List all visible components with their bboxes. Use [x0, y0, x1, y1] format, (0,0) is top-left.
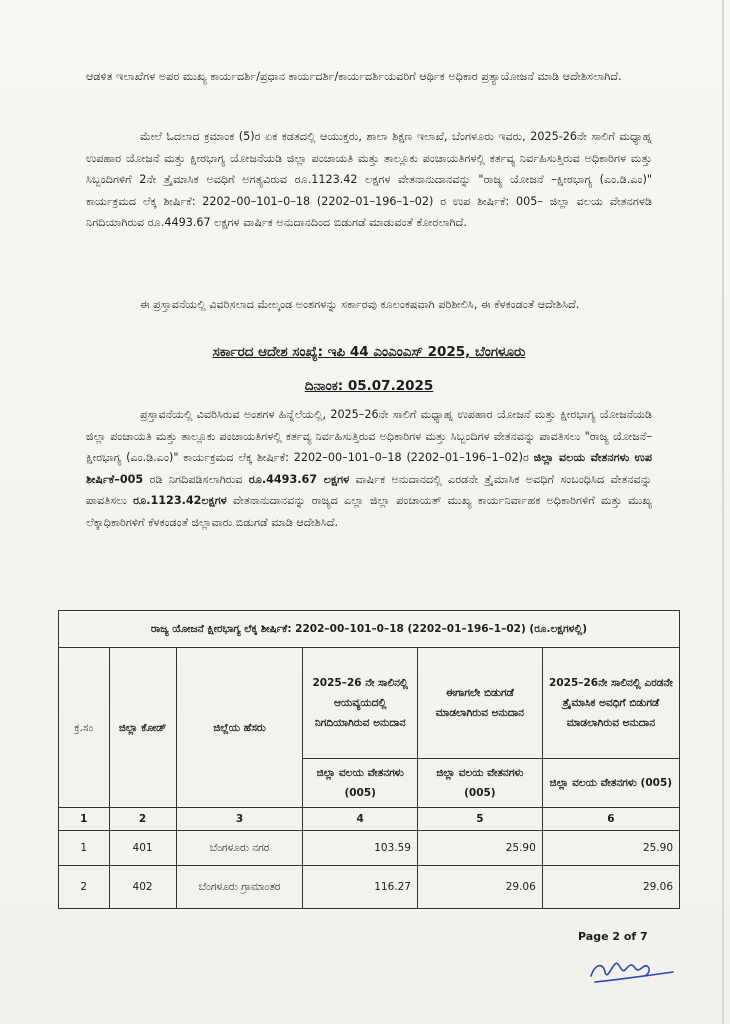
- order-body-text-3: ವಾರ್ಷಿಕ ಅನುದಾನದಲ್ಲಿ ಎರಡನೇ ತ್ರೈಮಾಸಿಕ ಅವಧಿಗೆ ಸಂಬಂಧಿಸಿದ ವೇತನವನ್ನು ಪಾವತಿಸಲು: [86, 472, 652, 507]
- signature-icon: [585, 950, 675, 990]
- header-allocation: 2025–26 ನೇ ಸಾಲಿನಲ್ಲಿ ಆಯವ್ಯಯದಲ್ಲಿ ನಿಗದಿಯಾಗಿರುವ ಅನುದಾನ: [303, 648, 418, 759]
- order-title: ಸರ್ಕಾರದ ಆದೇಶ ಸಂಖ್ಯೆ: ಇಪಿ 44 ಎಂಎಂಎಸ್ 2025, ಬೆಂಗಳೂರು: [212, 344, 526, 360]
- subheader-allocation: ಜಿಲ್ಲಾ ವಲಯ ವೇತನಗಳು (005): [303, 759, 418, 808]
- header-q2-release: 2025–26ನೇ ಸಾಲಿನಲ್ಲಿ ಎರಡನೇ ತ್ರೈಮಾಸಿಕ ಅವಧಿಗೆ ಬಿಡುಗಡೆ ಮಾಡಲಾಗಿರುವ ಅನುದಾನ: [542, 648, 679, 759]
- page-number: Page 2 of 7: [578, 930, 648, 943]
- row-district: ಬೆಂಗಳೂರು ಗ್ರಾಮಾಂತರ: [176, 866, 303, 909]
- row-code: 402: [109, 866, 176, 909]
- col-num-4: 4: [303, 808, 418, 831]
- row-released: 25.90: [417, 831, 542, 866]
- order-date: ದಿನಾಂಕ: 05.07.2025: [304, 378, 434, 394]
- page-edge: [722, 0, 724, 1024]
- col-num-2: 2: [109, 808, 176, 831]
- order-body-text-1: ಪ್ರಸ್ತಾವನೆಯಲ್ಲಿ ವಿವರಿಸಿರುವ ಅಂಶಗಳ ಹಿನ್ನೆಲೆಯಲ್ಲಿ, 2025–26ನೇ ಸಾಲಿಗೆ ಮಧ್ಯಾಹ್ನ ಉಪಹಾರ ಯೋಜನೆ ಮತ್ತು ಕ್ಷೀರಭಾಗ್ಯ ಯೋಜನೆಯಡಿ ಜಿಲ್ಲಾ ಪಂಚಾಯತಿ ಮತ್ತು ತಾಲ್ಲೂಕು ಪಂಚಾಯತಿಗಳಲ್ಲಿ ಕರ್ತವ್ಯ ನಿರ್ವಹಿಸುತ್ತಿರುವ ಅಧಿಕಾರಿಗಳ ಮತ್ತು ಸಿಬ್ಬಂದಿಗಳ ವೇತನವನ್ನು ಪಾವತಿಸಲು "ರಾಜ್ಯ ಯೋಜನೆ– ಕ್ಷೀರಭಾಗ್ಯ (ಎಂ.ಡಿ.ಎಂ)" ಕಾರ್ಯಕ್ರಮದ ಲೆಕ್ಕ ಶೀರ್ಷಿಕೆ: 2202–00–101–0–18 (2202–01–196–1–02)ರ: [86, 408, 652, 464]
- table-row: [59, 866, 680, 909]
- table-caption-row: [59, 611, 680, 648]
- row-sl: 1: [59, 831, 110, 866]
- subheader-q2: ಜಿಲ್ಲಾ ವಲಯ ವೇತನಗಳು (005): [542, 759, 679, 808]
- col-num-3: 3: [176, 808, 303, 831]
- row-allocation: 103.59: [303, 831, 418, 866]
- row-code: 401: [109, 831, 176, 866]
- row-q2: 29.06: [542, 866, 679, 909]
- row-sl: 2: [59, 866, 110, 909]
- order-body-text-4: ವೇತನಾನುದಾನವನ್ನು ರಾಜ್ಯದ ಎಲ್ಲಾ ಜಿಲ್ಲಾ ಪಂಚಾಯತ್ ಮುಖ್ಯ ಕಾರ್ಯನಿರ್ವಾಹಕ ಅಧಿಕಾರಿಗಳಿಗೆ ಮತ್ತು ಮುಖ್ಯ ಲೆಕ್ಕಾಧಿಕಾರಿಗಳಿಗೆ ಕೆಳಕಂಡಂತೆ ಜಿಲ್ಲಾವಾರು ಬಿಡುಗಡೆ ಮಾಡಿ ಆದೇಶಿಸಿದೆ.: [86, 494, 652, 529]
- subheader-released: ಜಿಲ್ಲಾ ವಲಯ ವೇತನಗಳು (005): [417, 759, 542, 808]
- order-body: [86, 404, 652, 533]
- paragraph-1: ಆಡಳಿತ ಇಲಾಖೆಗಳ ಅಪರ ಮುಖ್ಯ ಕಾರ್ಯದರ್ಶಿ/ಪ್ರಧಾನ ಕಾರ್ಯದರ್ಶಿ/ಕಾರ್ಯದರ್ಶಿಯವರಿಗೆ ಆರ್ಥಿಕ ಅಧಿಕಾರ ಪ್ರತ್ಯಾಯೋಜನೆ ಮಾಡಿ ಆದೇಶಿಸಲಾಗಿದೆ.: [86, 70, 622, 83]
- header-sl: ಕ್ರ.ಸಂ: [59, 648, 110, 808]
- paragraph-3: ಈ ಪ್ರಸ್ತಾವನೆಯಲ್ಲಿ ವಿವರಿಸಲಾದ ಮೇಲ್ಕಂಡ ಅಂಶಗಳನ್ನು ಸರ್ಕಾರವು ಕೂಲಂಕಷವಾಗಿ ಪರಿಶೀಲಿಸಿ, ಈ ಕೆಳಕಂಡಂತೆ ಆದೇಶಿಸಿದೆ.: [140, 298, 580, 311]
- row-released: 29.06: [417, 866, 542, 909]
- order-body-text-2: ರಡಿ ನಿಗದಿಪಡಿಸಲಾಗಿರುವ: [143, 472, 249, 486]
- row-district: ಬೆಂಗಳೂರು ನಗರ: [176, 831, 303, 866]
- table-row: [59, 831, 680, 866]
- header-district-code: ಜಿಲ್ಲಾ ಕೋಡ್: [109, 648, 176, 808]
- header-released: ಈಗಾಗಲೇ ಬಿಡುಗಡೆ ಮಾಡಲಾಗಿರುವ ಅನುದಾನ: [417, 648, 542, 759]
- order-body-bold-2: ರೂ.4493.67 ಲಕ್ಷಗಳ: [248, 472, 350, 486]
- col-num-5: 5: [417, 808, 542, 831]
- table-caption: ರಾಜ್ಯ ಯೋಜನೆ ಕ್ಷೀರಭಾಗ್ಯ ಲೆಕ್ಕ ಶೀರ್ಷಿಕೆ: 2202–00–101–0–18 (2202–01–196–1–02) (ರೂ.ಲಕ್ಷಗಳಲ್ಲಿ): [59, 611, 680, 648]
- row-q2: 25.90: [542, 831, 679, 866]
- row-allocation: 116.27: [303, 866, 418, 909]
- allocation-table: [58, 610, 680, 909]
- header-district-name: ಜಿಲ್ಲೆಯ ಹೆಸರು: [176, 648, 303, 808]
- paragraph-2: ಮೇಲೆ ಓದಲಾದ ಕ್ರಮಾಂಕ (5)ರ ಏಕ ಕಡತದಲ್ಲಿ ಆಯುಕ್ತರು, ಶಾಲಾ ಶಿಕ್ಷಣ ಇಲಾಖೆ, ಬೆಂಗಳೂರು ಇವರು, 2025-26ನೇ ಸಾಲಿಗೆ ಮಧ್ಯಾಹ್ನ ಉಪಹಾರ ಯೋಜನೆ ಮತ್ತು ಕ್ಷೀರಭಾಗ್ಯ ಯೋಜನೆಯಡಿ ಜಿಲ್ಲಾ ಪಂಚಾಯತಿ ಮತ್ತು ತಾಲ್ಲೂಕು ಪಂಚಾಯತಿಗಳಲ್ಲಿ ಕರ್ತವ್ಯ ನಿರ್ವಹಿಸುತ್ತಿರುವ ಅಧಿಕಾರಿಗಳ ಮತ್ತು ಸಿಬ್ಬಂದಿಗಳಿಗೆ 2ನೇ ತ್ರೈಮಾಸಿಕ ಅವಧಿಗೆ ಅಗತ್ಯವಿರುವ ರೂ.1123.42 ಲಕ್ಷಗಳ ವೇತನಾನುದಾನವನ್ನು "ರಾಜ್ಯ ಯೋಜನೆ –ಕ್ಷೀರಭಾಗ್ಯ (ಎಂ.ಡಿ.ಎಂ)" ಕಾರ್ಯಕ್ರಮದ ಲೆಕ್ಕ ಶೀರ್ಷಿಕೆ: 2202–00–101–0–18 (2202–01–196–1–02) ರ ಉಪ ಶೀರ್ಷಿಕೆ: 005– ಜಿಲ್ಲಾ ವಲಯ ವೇತನಗಳಡಿ ನಿಗದಿಯಾಗಿರುವ ರೂ.4493.67 ಲಕ್ಷಗಳ ವಾರ್ಷಿಕ ಅನುದಾನದಿಂದ ಬಿಡುಗಡೆ ಮಾಡುವಂತೆ ಕೋರಲಾಗಿದೆ.: [86, 130, 652, 229]
- order-body-bold-3: ರೂ.1123.42ಲಕ್ಷಗಳ: [133, 494, 227, 507]
- column-number-row: [59, 808, 680, 831]
- col-num-1: 1: [59, 808, 110, 831]
- col-num-6: 6: [542, 808, 679, 831]
- order-body-bold-1: ಜಿಲ್ಲಾ ವಲಯ ವೇತನಗಳು ಉಪ ಶೀರ್ಷಿಕೆ–005: [86, 451, 652, 486]
- table-header-row: [59, 648, 680, 759]
